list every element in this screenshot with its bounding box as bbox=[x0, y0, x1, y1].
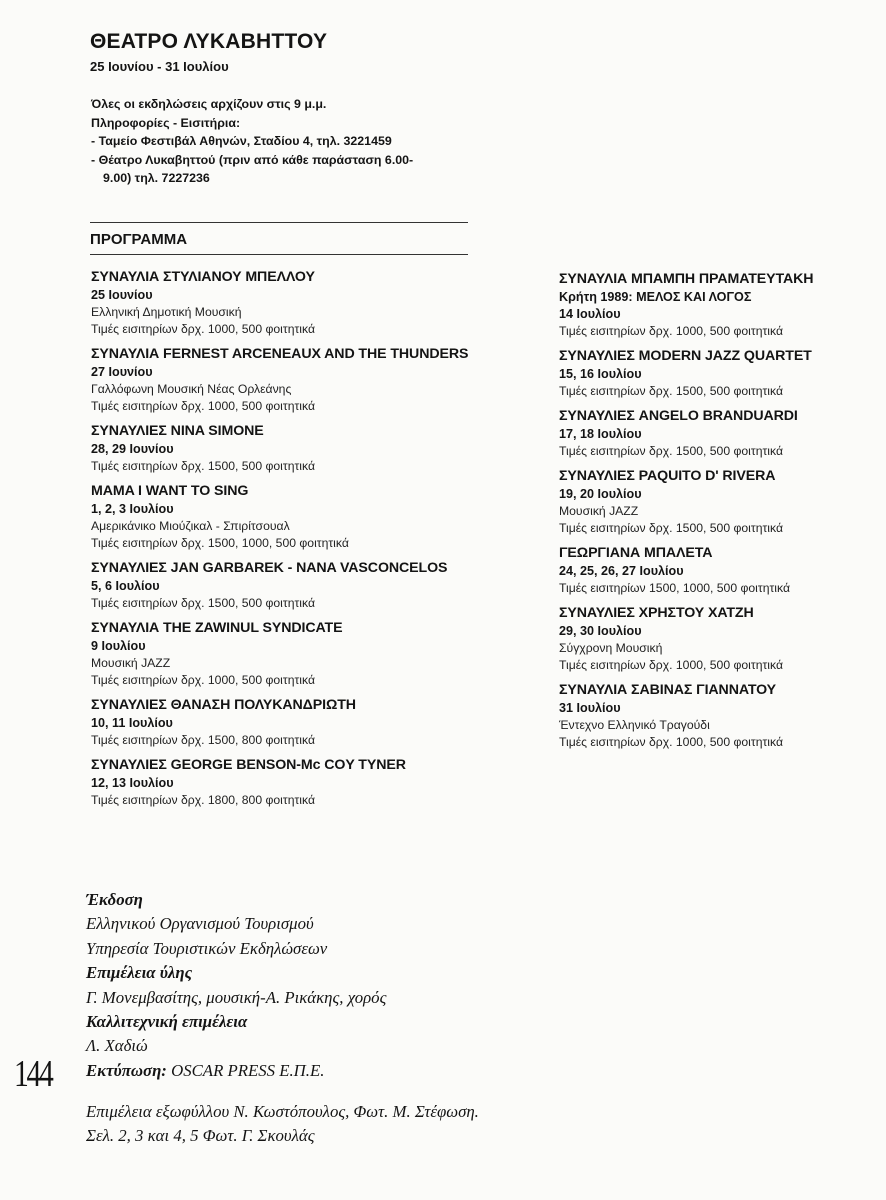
art-direction-label: Καλλιτεχνική επιμέλεια bbox=[86, 1012, 248, 1032]
event-date: 19, 20 Ιουλίου bbox=[559, 487, 642, 501]
event-date: 28, 29 Ιουνίου bbox=[91, 442, 174, 456]
event-date: 25 Ιουνίου bbox=[91, 288, 153, 302]
event-price: Τιμές εισιτηρίων 1500, 1000, 500 φοιτητικά bbox=[559, 581, 790, 595]
event-item bbox=[559, 681, 859, 751]
event-item bbox=[559, 347, 859, 400]
event-title: ΣΥΝΑΥΛΙΕΣ ANGELO BRANDUARDI bbox=[559, 408, 798, 424]
publication-label: Έκδοση bbox=[86, 890, 143, 909]
event-item bbox=[91, 559, 448, 612]
printer-name: OSCAR PRESS Ε.Π.Ε. bbox=[171, 1060, 325, 1080]
art-direction-name: Λ. Χαδιώ bbox=[86, 1036, 148, 1056]
cover-credit: Επιμέλεια εξωφύλλου Ν. Κωστόπουλος, Φωτ. Μ. Στέφωση. bbox=[86, 1102, 479, 1121]
page-number: 144 bbox=[14, 1053, 52, 1095]
event-date: 31 Ιουλίου bbox=[559, 701, 621, 715]
event-item bbox=[91, 422, 391, 475]
event-price: Τιμές εισιτηρίων δρχ. 1800, 800 φοιτητικά bbox=[91, 793, 315, 807]
event-price: Τιμές εισιτηρίων δρχ. 1500, 500 φοιτητικά bbox=[91, 459, 315, 473]
event-date: 15, 16 Ιουλίου bbox=[559, 367, 642, 381]
event-price: Τιμές εισιτηρίων δρχ. 1500, 500 φοιτητικά bbox=[559, 444, 783, 458]
event-date: 1, 2, 3 Ιουλίου bbox=[91, 502, 174, 516]
publisher-line: Υπηρεσία Τουριστικών Εκδηλώσεων bbox=[86, 938, 328, 958]
event-price: Τιμές εισιτηρίων δρχ. 1500, 800 φοιτητικά bbox=[91, 733, 315, 747]
event-title: ΣΥΝΑΥΛΙΕΣ GEORGE BENSON-Mc COY TYNER bbox=[91, 757, 406, 773]
print-label: Εκτύπωση: bbox=[86, 1060, 167, 1080]
event-item bbox=[91, 619, 391, 689]
event-title: ΣΥΝΑΥΛΙΑ ΜΠΑΜΠΗ ΠΡΑΜΑΤΕΥΤΑΚΗ bbox=[559, 271, 814, 287]
program-right-column bbox=[559, 270, 859, 758]
editing-names: Γ. Μονεμβασίτης, μουσική-Α. Ρικάκης, χορός bbox=[86, 987, 387, 1007]
event-item bbox=[91, 268, 391, 338]
event-detail: Μουσική JAZZ bbox=[91, 656, 171, 670]
event-detail: Αμερικάνικο Μιούζικαλ - Σπιρίτσουαλ bbox=[91, 519, 290, 533]
event-date: 5, 6 Ιουλίου bbox=[91, 579, 160, 593]
divider-bottom bbox=[90, 254, 468, 255]
program-left-column bbox=[91, 268, 469, 816]
event-title: ΣΥΝΑΥΛΙΕΣ ΘΑΝΑΣΗ ΠΟΛΥΚΑΝΔΡΙΩΤΗ bbox=[91, 697, 356, 713]
event-detail: Γαλλόφωνη Μουσική Νέας Ορλεάνης bbox=[91, 382, 292, 396]
event-title: ΣΥΝΑΥΛΙΑ FERNEST ARCENEAUX AND THE THUNDERS bbox=[91, 346, 469, 362]
event-price: Τιμές εισιτηρίων δρχ. 1500, 500 φοιτητικά bbox=[91, 596, 315, 610]
event-date: 12, 13 Ιουλίου bbox=[91, 776, 174, 790]
event-detail: Έντεχνο Ελληνικό Τραγούδι bbox=[559, 718, 710, 732]
event-date: 27 Ιουνίου bbox=[91, 365, 153, 379]
event-price: Τιμές εισιτηρίων δρχ. 1000, 500 φοιτητικά bbox=[91, 673, 315, 687]
event-item bbox=[559, 407, 859, 460]
event-title: ΣΥΝΑΥΛΙΕΣ NINA SIMONE bbox=[91, 423, 264, 439]
photo-credit: Σελ. 2, 3 και 4, 5 Φωτ. Γ. Σκουλάς bbox=[86, 1126, 315, 1146]
event-date: 29, 30 Ιουλίου bbox=[559, 624, 642, 638]
event-title: ΣΥΝΑΥΛΙΕΣ ΧΡΗΣΤΟΥ ΧΑΤΖΗ bbox=[559, 605, 754, 621]
event-item bbox=[91, 756, 406, 809]
event-date: 14 Ιουλίου bbox=[559, 307, 621, 321]
publisher-line: Ελληνικού Οργανισμού Τουρισμού bbox=[86, 914, 314, 934]
event-title: MAMA I WANT TO SING bbox=[91, 483, 249, 499]
event-date: 24, 25, 26, 27 Ιουλίου bbox=[559, 564, 684, 578]
event-date: 9 Ιουλίου bbox=[91, 639, 146, 653]
info-line: 9.00) τηλ. 7227236 bbox=[103, 171, 210, 185]
event-price: Τιμές εισιτηρίων δρχ. 1000, 500 φοιτητικά bbox=[559, 324, 783, 338]
event-title: ΣΥΝΑΥΛΙΕΣ MODERN JAZZ QUARTET bbox=[559, 348, 812, 364]
event-title: ΣΥΝΑΥΛΙΑ ΣΑΒΙΝΑΣ ΓΙΑΝΝΑΤΟΥ bbox=[559, 682, 777, 698]
credits-block bbox=[86, 888, 386, 1083]
event-title: ΓΕΩΡΓΙΑΝΑ ΜΠΑΛΕΤΑ bbox=[559, 545, 713, 561]
event-title: ΣΥΝΑΥΛΙΑ ΣΤΥΛΙΑΝΟΥ ΜΠΕΛΛΟΥ bbox=[91, 269, 315, 285]
event-item bbox=[559, 544, 859, 597]
event-subtitle: Κρήτη 1989: ΜΕΛΟΣ ΚΑΙ ΛΟΓΟΣ bbox=[559, 290, 752, 304]
event-price: Τιμές εισιτηρίων δρχ. 1000, 500 φοιτητικά bbox=[91, 399, 315, 413]
event-item bbox=[91, 696, 391, 749]
editing-label: Επιμέλεια ύλης bbox=[86, 963, 193, 983]
event-price: Τιμές εισιτηρίων δρχ. 1500, 1000, 500 φοιτητικά bbox=[91, 536, 349, 550]
event-date: 10, 11 Ιουλίου bbox=[91, 716, 173, 730]
event-price: Τιμές εισιτηρίων δρχ. 1000, 500 φοιτητικά bbox=[91, 322, 315, 336]
event-detail: Μουσική JAZZ bbox=[559, 504, 639, 518]
print-line bbox=[86, 1059, 386, 1083]
event-date: 17, 18 Ιουλίου bbox=[559, 427, 642, 441]
event-price: Τιμές εισιτηρίων δρχ. 1500, 500 φοιτητικά bbox=[559, 384, 783, 398]
event-item bbox=[559, 604, 859, 674]
venue-title: ΘΕΑΤΡΟ ΛΥΚΑΒΗΤΤΟΥ bbox=[90, 30, 328, 53]
event-price: Τιμές εισιτηρίων δρχ. 1000, 500 φοιτητικά bbox=[559, 735, 783, 749]
event-price: Τιμές εισιτηρίων δρχ. 1500, 500 φοιτητικά bbox=[559, 521, 783, 535]
event-item bbox=[91, 345, 469, 415]
info-line: - Ταμείο Φεστιβάλ Αθηνών, Σταδίου 4, τηλ. 3221459 bbox=[91, 134, 392, 148]
info-line: Πληροφορίες - Εισιτήρια: bbox=[91, 115, 241, 130]
info-block bbox=[91, 95, 413, 188]
event-item bbox=[559, 270, 859, 340]
info-line: Όλες οι εκδηλώσεις αρχίζουν στις 9 μ.μ. bbox=[91, 97, 327, 111]
event-title: ΣΥΝΑΥΛΙΑ THE ZAWINUL SYNDICATE bbox=[91, 620, 343, 636]
program-heading: ΠΡΟΓΡΑΜΜΑ bbox=[90, 231, 188, 248]
event-item bbox=[559, 467, 859, 537]
divider-top bbox=[90, 222, 468, 223]
info-line: - Θέατρο Λυκαβηττού (πριν από κάθε παράσταση 6.00- bbox=[91, 152, 414, 167]
event-price: Τιμές εισιτηρίων δρχ. 1000, 500 φοιτητικά bbox=[559, 658, 783, 672]
event-detail: Σύγχρονη Μουσική bbox=[559, 641, 663, 655]
event-item bbox=[91, 482, 391, 552]
event-title: ΣΥΝΑΥΛΙΕΣ JAN GARBAREK - NANA VASCONCELOS bbox=[91, 560, 448, 576]
venue-dates: 25 Ιουνίου - 31 Ιουλίου bbox=[90, 59, 229, 74]
event-title: ΣΥΝΑΥΛΙΕΣ PAQUITO D' RIVERA bbox=[559, 468, 776, 484]
footer-credits bbox=[86, 1100, 479, 1149]
event-detail: Ελληνική Δημοτική Μουσική bbox=[91, 305, 242, 319]
